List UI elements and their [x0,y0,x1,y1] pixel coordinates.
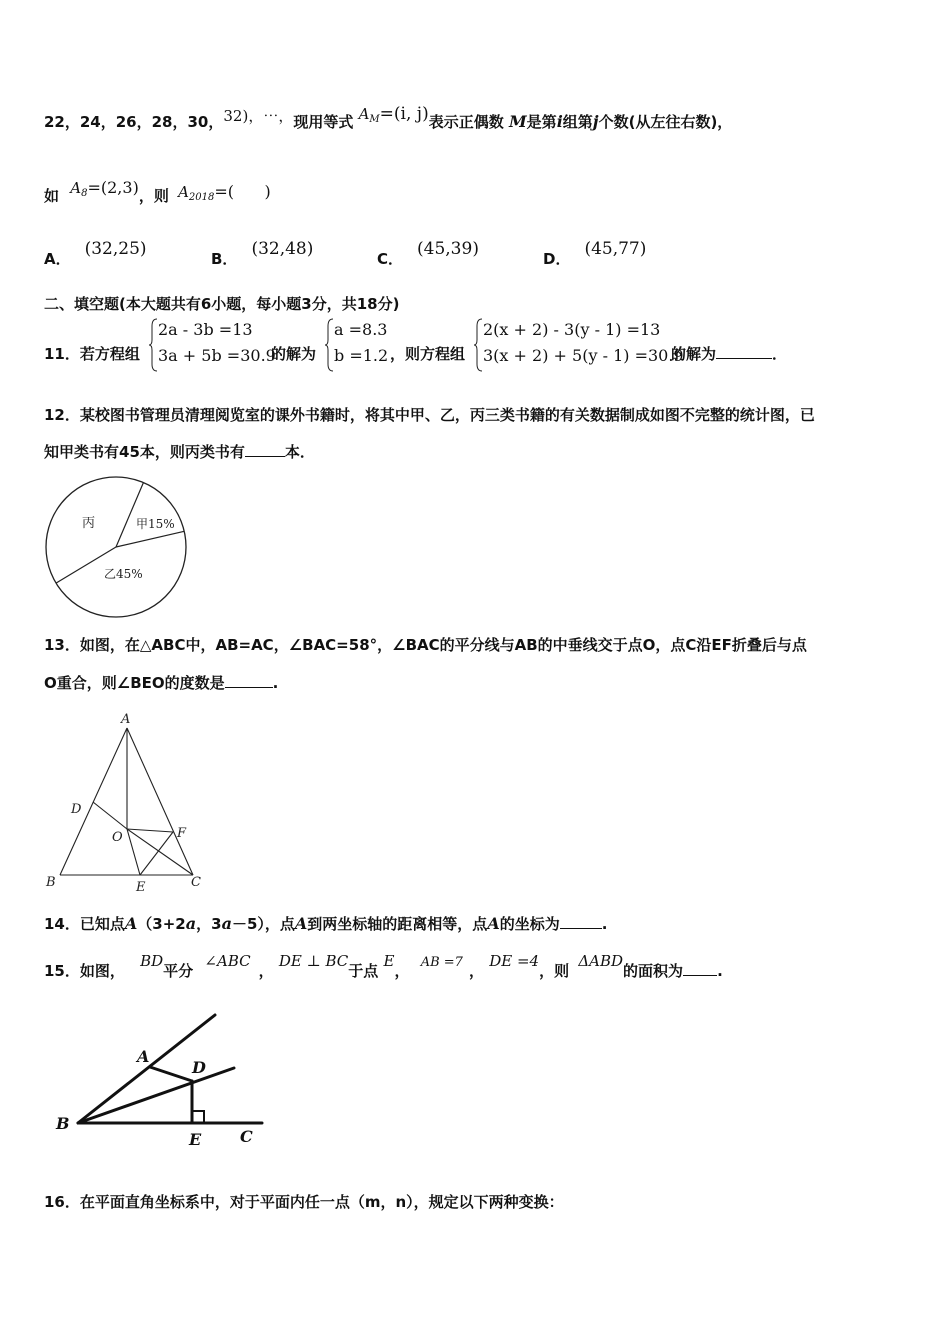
q10-a2018-sub: 2018 [188,192,215,203]
label-f: F [177,826,187,841]
right-angle-mark [192,1111,204,1123]
label-o: O [112,830,123,845]
q13-line2a: O重合，则∠BEO的度数是 [44,674,225,692]
q15-abc: ∠ABC [204,952,251,970]
pie-label-yi: 乙45% [104,567,143,581]
q11-tail-text: 的解为 [671,345,717,363]
q11-end: ． [772,345,788,363]
q13-answer-blank[interactable] [225,673,273,688]
q15-line [44,952,723,983]
q10-text1: 现用等式 [293,113,354,131]
q10-am-sub: M [369,114,380,125]
segment-of [127,829,173,832]
q14-g: . [601,915,608,933]
q12-pie-chart [40,470,200,625]
q10-a2018-val: =( ) [214,182,271,201]
label-a: A [137,1047,150,1066]
ray-bd [78,1068,234,1123]
q15-angle-figure [44,1005,274,1155]
option-b[interactable] [211,239,314,269]
q10-var-j: j [592,112,599,131]
label-d: D [71,802,82,817]
segment-oe [127,829,140,875]
q11-sys2-eq2: b =1.2 [334,346,389,365]
q15-de-bc: DE ⊥ BC [278,952,349,970]
q12-answer-blank[interactable] [245,442,285,457]
q10-text3: 是第 [526,113,557,131]
q15-comma2: ， [394,962,410,980]
side-ac [127,728,193,875]
q11-sys1-eq2: 3a + 5b =30.9 [158,346,276,365]
q14-f: 的坐标为 [499,915,560,933]
q10-eq-ij: =(i, j) [379,104,429,124]
q14-pt3: A [487,914,500,933]
option-a-value: (32,25) [84,239,147,259]
q10-a8: A [70,179,82,197]
label-a: A [121,712,131,727]
q11-sys3-eq2: 3(x + 2) + 5(y - 1) =30.9 [483,346,684,365]
label-b: B [46,875,56,890]
q11-sys3-eq1: 2(x + 2) - 3(y - 1) =13 [483,320,661,339]
q16-line: 16．在平面直角坐标系中，对于平面内任一点（m，n），规定以下两种变换： [44,1193,564,1211]
q13-line1: 13．如图，在△ABC中，AB=AC，∠BAC=58°，∠BAC的平分线与AB的中垂线交于点O，点C沿EF折叠后与点 [44,636,807,654]
q14-va: a [185,914,197,933]
q15-t2: 于点 [348,962,379,980]
q11-num: 11．若方程组 [44,345,140,363]
q10-var-i: i [556,112,563,131]
q14-c: ，3 [196,915,222,933]
option-b-value: (32,48) [251,239,314,259]
option-c-label: C． [377,250,404,268]
q11-system2 [334,317,388,369]
q12-line2 [44,442,315,462]
segment-ad [150,1067,192,1081]
q10-a2018: A [178,183,189,201]
option-b-label: B． [211,250,238,268]
q11-sys1-eq1: 2a - 3b =13 [158,320,253,339]
q14-d: －5），点 [231,915,295,933]
q15-num: 15．如图， [44,962,125,980]
q10-paren-note: (从左往右数)， [628,113,733,131]
q13-line2 [44,673,278,693]
q15-ab7: AB =7 [420,955,463,970]
q10-line2 [44,178,271,212]
q10-text4: 组第 [562,113,593,131]
q14-a: 14．已知点 [44,915,125,933]
option-d[interactable] [543,239,647,269]
q15-tri: ΔABD [578,952,624,970]
q13-triangle-figure [40,705,220,895]
q11-answer-blank[interactable] [716,344,772,359]
q14-pt2: A [294,914,308,933]
q15-bd: BD [140,952,164,970]
label-e: E [136,880,146,895]
q11-sys2-eq1: a =8.3 [334,320,388,339]
q15-t3: ，则 [539,962,570,980]
option-c[interactable] [377,239,479,269]
q11-system1 [158,317,276,369]
q10-line1 [44,104,733,138]
q14-b: （3+2 [137,915,186,933]
pie-boundary-jia-bing [116,483,143,547]
q15-comma3: ， [468,962,484,980]
section2-title: 二、填空题(本大题共有6小题，每小题3分，共18分) [44,295,400,313]
option-a-label: A． [44,250,71,268]
q11-system3 [483,317,684,369]
q10-var-m: M [508,112,527,131]
pie-label-jia: 甲15% [136,517,175,531]
label-e: E [189,1130,202,1149]
q15-end: . [717,962,723,980]
option-c-value: (45,39) [417,239,479,259]
option-d-label: D． [543,250,571,268]
q10-sequence: 22，24，26，28，30， [44,113,224,131]
q10-sequence-tail: 32)，⋯， [223,107,294,125]
q15-e: E [383,952,395,970]
q15-de4: DE =4 [489,952,540,970]
q10-text2: 表示正偶数 [428,113,504,131]
label-d: D [192,1058,206,1077]
pie-label-bing: 丙 [82,516,96,531]
q12-line2a: 知甲类书有45本，则丙类书有 [44,443,245,461]
option-a[interactable] [44,239,147,269]
segment-ef [140,832,173,875]
q11-mid1: 的解为 [271,345,317,363]
q14-va2: a [221,914,232,933]
q15-t4: 的面积为 [623,962,684,980]
q10-text5: 个数 [598,113,629,131]
q12-line2b: 本． [284,443,315,461]
option-d-value: (45,77) [584,239,647,259]
q10-ex-prefix: 如 [44,187,60,205]
q10-a8-sub: 8 [81,188,88,199]
label-c: C [240,1127,253,1146]
q13-line2b: . [272,674,279,692]
label-c: C [191,875,201,890]
q10-am: A [358,105,370,123]
q14-answer-blank[interactable] [560,914,602,929]
q14-line [44,914,607,934]
q15-comma1: ， [258,962,274,980]
q10-a8-val: =(2,3) [87,178,139,197]
q15-answer-blank[interactable] [683,961,717,976]
pie-boundary-jia-yi [116,531,184,547]
q14-e: 到两坐标轴的距离相等，点 [307,915,488,933]
q10-ex-mid: ，则 [138,187,169,205]
q14-pt: A [124,914,138,933]
q12-line1: 12．某校图书管理员清理阅览室的课外书籍时，将其中甲、乙，丙三类书籍的有关数据制成如图不完整的统计图，已 [44,406,815,424]
label-b: B [56,1114,70,1133]
q15-t1: 平分 [163,962,194,980]
perpendicular-bisector [93,802,127,829]
q11-tail [671,344,787,364]
q11-mid2: ，则方程组 [390,345,466,363]
